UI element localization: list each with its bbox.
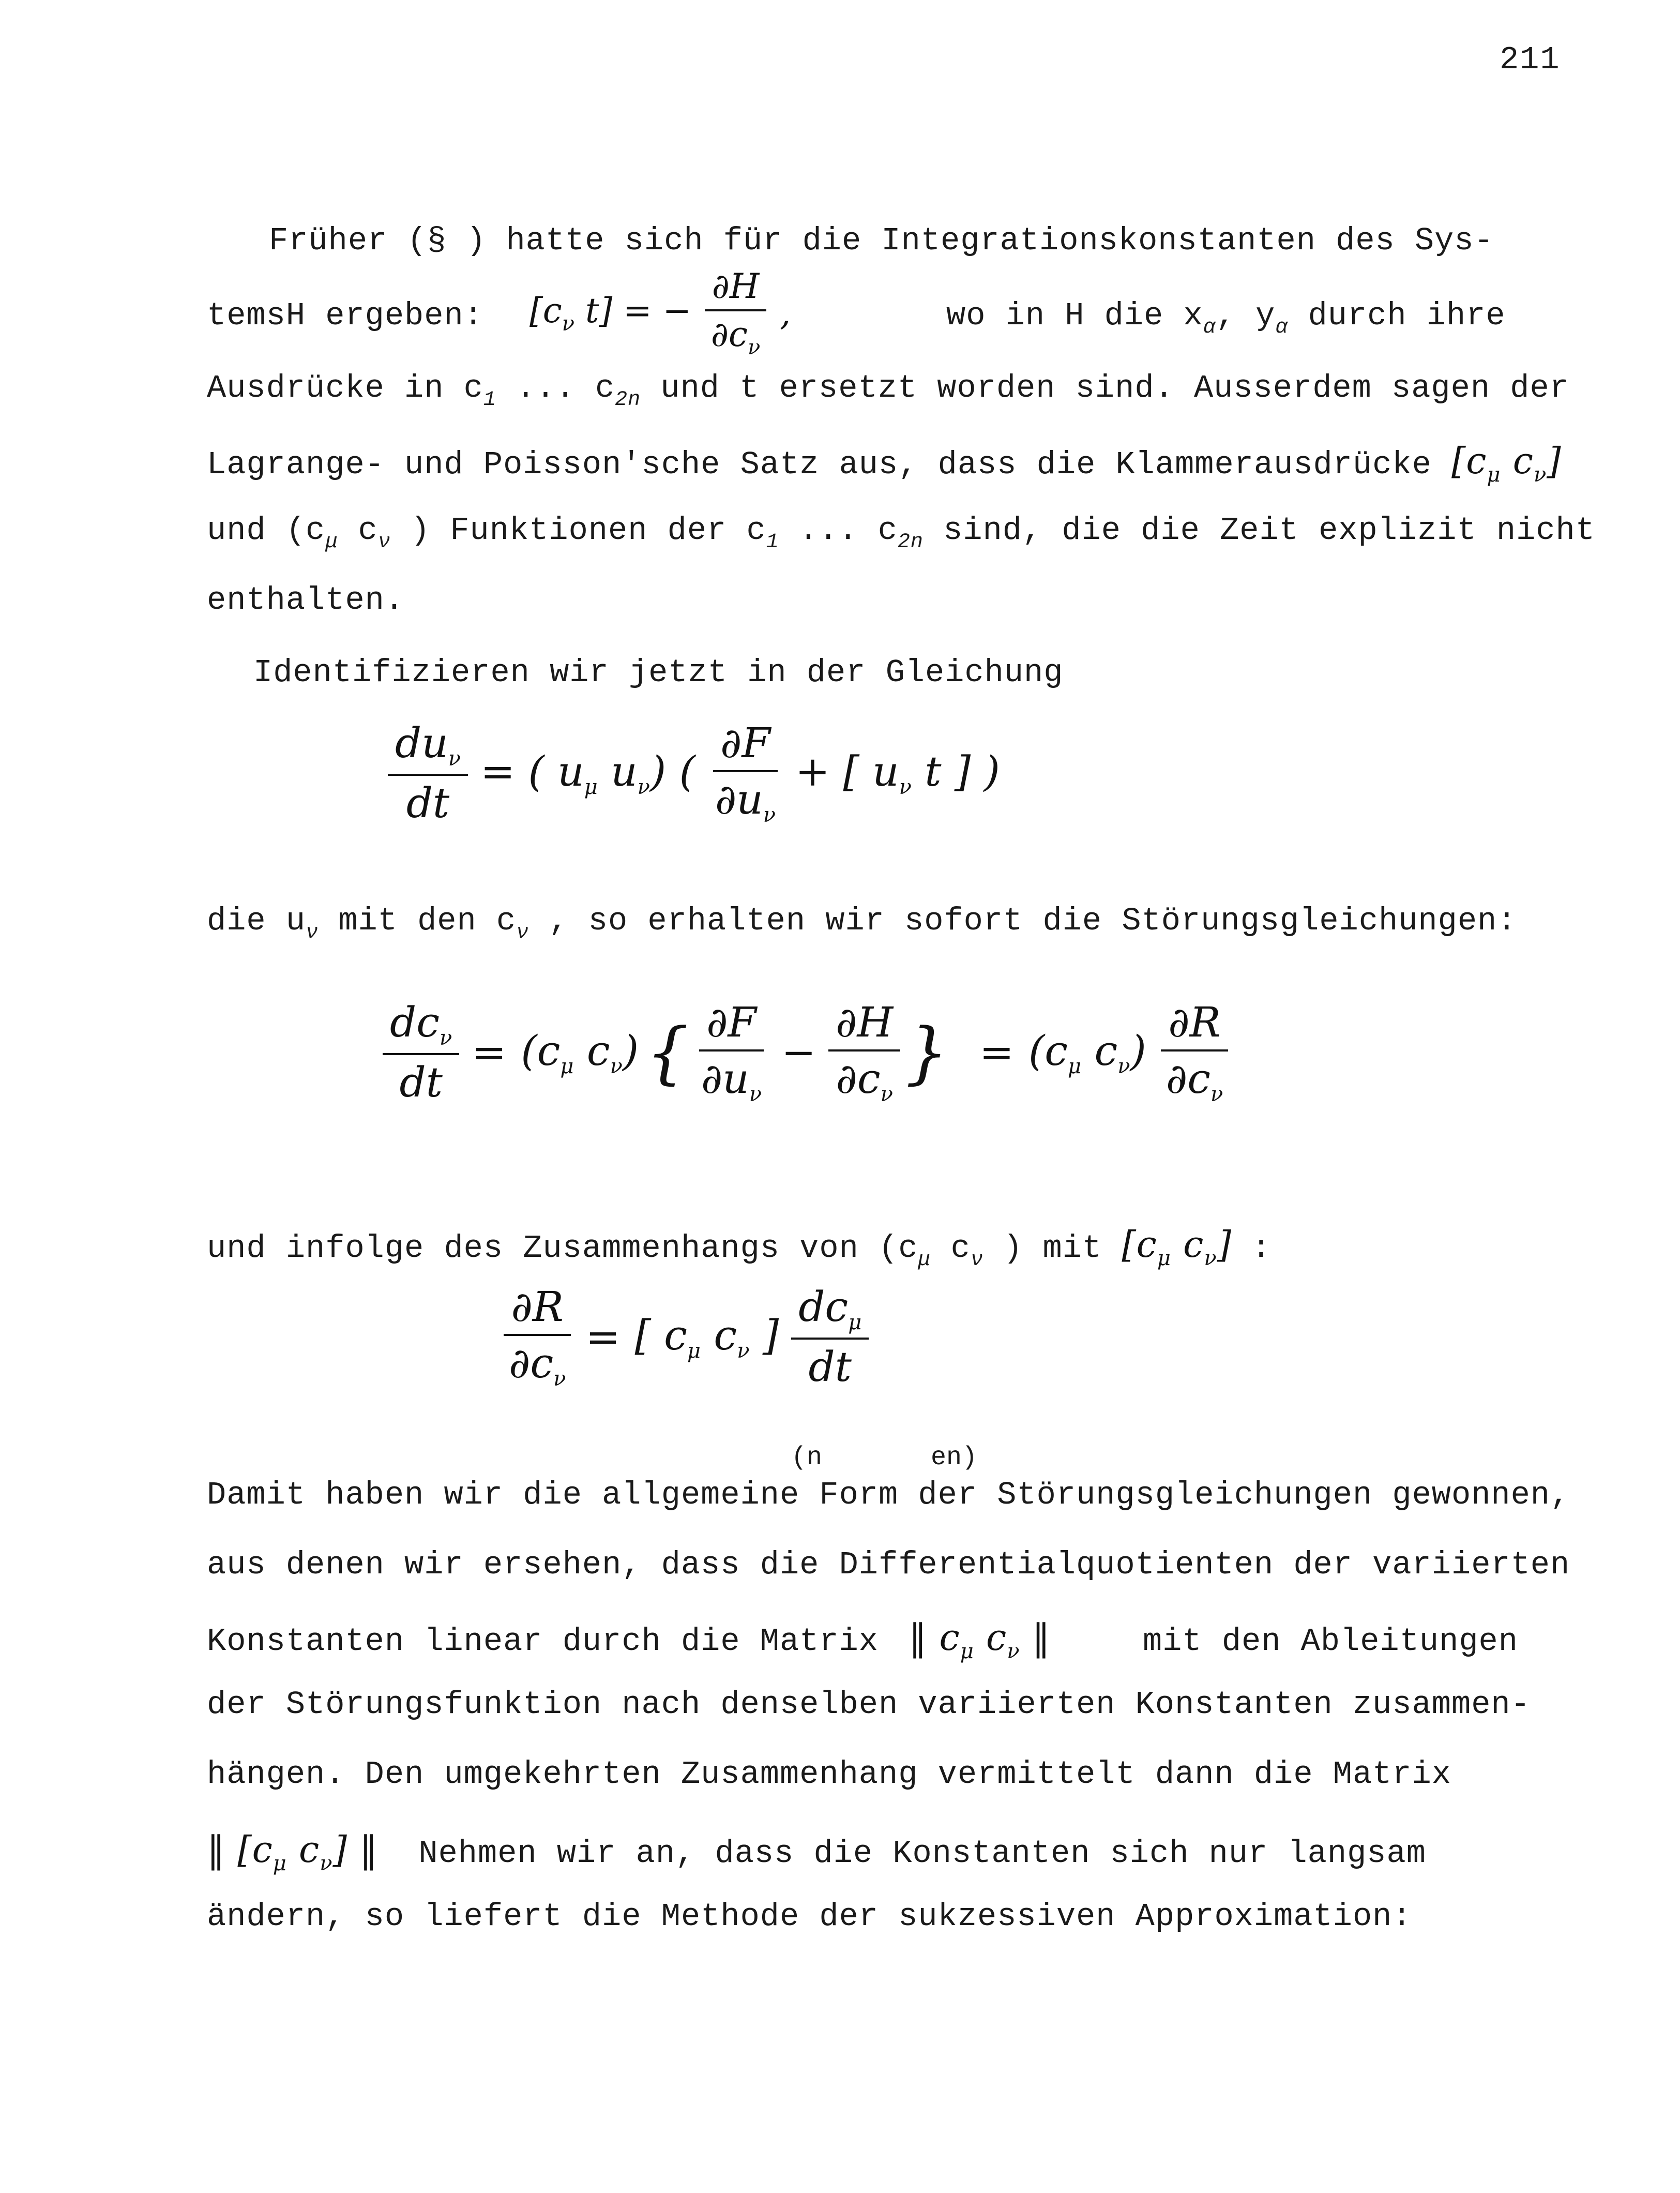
text-line-12-a: Konstanten linear durch die Matrix: [207, 1623, 879, 1660]
sub-mu: μ: [687, 1339, 701, 1363]
eq1-dF: ∂F: [713, 719, 778, 772]
eq1-du: du: [395, 719, 448, 767]
sub-mu: μ: [960, 1640, 974, 1663]
equation-2: [377, 998, 1235, 1106]
text-line-10: [207, 1477, 1570, 1513]
eq3-rhs-num: [791, 1283, 869, 1340]
eq2-brace-close: }: [905, 1013, 948, 1092]
text-line-5-a: und (c: [207, 512, 326, 549]
eq2-pair: [521, 1027, 639, 1078]
text-line-9-c: ) mit: [1003, 1230, 1102, 1267]
correction-n: (n: [791, 1443, 823, 1473]
text-line-16: [207, 1898, 1412, 1935]
eq2-dt: dt: [399, 1058, 443, 1106]
text-line-13-content: der Störungsfunktion nach denselben variierten Konstanten zusammen-: [207, 1686, 1531, 1723]
eq2-dH: ∂H: [828, 998, 900, 1052]
matrix-close: ‖: [1032, 1616, 1051, 1659]
bracket2-open-c: [c: [1122, 1223, 1157, 1266]
formula-comma: ,: [780, 293, 791, 333]
text-line-2-y: , y: [1216, 297, 1276, 334]
text-line-1: [269, 222, 1494, 259]
eq3-lhs-fraction: [502, 1283, 573, 1391]
text-line-3-a: Ausdrücke in c: [207, 370, 483, 407]
matrix2-close: ‖: [359, 1828, 379, 1871]
eq2-dF-fraction: [694, 998, 769, 1106]
bracket-cmu-cnu: [1451, 440, 1562, 487]
sub-mu: μ: [273, 1852, 287, 1875]
text-line-1-content: Früher (§ ) hatte sich für die Integrationskonstanten des Sys-: [269, 222, 1494, 259]
sub-nu: ν: [448, 747, 461, 771]
eq2-dR: ∂R: [1161, 998, 1228, 1052]
sub-nu: ν: [553, 1367, 566, 1391]
text-line-13: [207, 1686, 1531, 1723]
sub-nu: ν: [1204, 1246, 1217, 1270]
eq3-bracket-close: ]: [749, 1311, 779, 1359]
text-line-14-content: hängen. Den umgekehrten Zusammenhang vermittelt dann die Matrix: [207, 1756, 1451, 1793]
eq1-lhs-den: dt: [406, 779, 450, 827]
text-line-2-x: wo in H die x: [946, 297, 1203, 334]
text-line-3: [207, 370, 1569, 412]
formula-bracket-c: [c: [529, 290, 562, 331]
text-line-9: [207, 1223, 1271, 1272]
matrix2-bracket-close: ]: [332, 1828, 347, 1871]
eq1-du2: ∂u: [715, 775, 763, 823]
eq2-equals: =: [472, 1028, 507, 1076]
eq1-eq: = ( u: [480, 747, 584, 795]
sub-2n: 2n: [897, 531, 924, 554]
eq3-equals: =: [585, 1313, 620, 1361]
eq1-tail: [795, 747, 1000, 799]
sub-nu: ν: [747, 336, 761, 359]
text-line-5-d: ... c: [798, 512, 898, 549]
fraction-denominator: [704, 311, 767, 359]
eq3-bracket-open: [ c: [634, 1311, 687, 1359]
matrix2-open: ‖: [207, 1828, 225, 1871]
text-line-12-b: mit den Ableitungen: [1143, 1623, 1518, 1660]
eq1-t: t ] ): [912, 747, 1000, 795]
text-line-11: [207, 1546, 1570, 1583]
page-number: 211: [1500, 41, 1561, 78]
fraction-numerator: ∂H: [705, 266, 767, 311]
text-line-7-content: Identifizieren wir jetzt in der Gleichung: [253, 654, 1064, 691]
formula-bracket-t: t] = −: [585, 290, 691, 331]
text-line-9-a: und infolge des Zusammenhangs von (c: [207, 1230, 918, 1267]
text-line-9-colon: :: [1251, 1230, 1272, 1267]
text-line-2-end: [946, 297, 1506, 339]
sub-nu: ν: [1210, 1083, 1223, 1106]
text-line-5-b: c: [358, 512, 378, 549]
sub-nu: ν: [562, 311, 575, 336]
sub-mu: μ: [325, 531, 339, 554]
correction-en: en): [931, 1443, 978, 1473]
eq2-pair-close: ): [622, 1026, 639, 1075]
fraction-den-dc: ∂c: [710, 314, 748, 354]
text-line-15-b: Nehmen wir an, dass die Konstanten sich nur langsam: [418, 1835, 1426, 1872]
eq3-dc2: dc: [798, 1283, 849, 1331]
matrix-bracket-cmu-cnu: [207, 1828, 379, 1875]
eq2-dF: ∂F: [699, 998, 764, 1052]
equation-3: [496, 1283, 874, 1391]
eq2-brace-open: {: [646, 1013, 689, 1092]
sub-mu: μ: [1157, 1246, 1171, 1270]
sub-nu: ν: [320, 1852, 333, 1875]
eq1-u: u: [597, 747, 638, 795]
eq3-lhs-den: [502, 1336, 573, 1391]
inline-formula-ct: [522, 266, 798, 359]
sub-mu: μ: [918, 1249, 931, 1272]
text-line-14: [207, 1756, 1451, 1793]
text-line-4-a: Lagrange- und Poisson'sche Satz aus, dass die Klammerausdrücke: [207, 446, 1432, 483]
eq2-pair2-close: ): [1130, 1026, 1146, 1075]
eq2-dc-den: [828, 1052, 900, 1106]
sub-mu: μ: [848, 1311, 862, 1334]
bracket-cmu-cnu-2: [1122, 1223, 1232, 1270]
sub-nu: ν: [377, 531, 391, 554]
sub-mu: μ: [1487, 463, 1501, 487]
sub-one: 1: [766, 531, 779, 554]
text-line-2-tail: durch ihre: [1308, 297, 1506, 334]
sub-one: 1: [483, 388, 496, 412]
text-line-11-content: aus denen wir ersehen, dass die Differentialquotienten der variierten: [207, 1546, 1570, 1583]
matrix-c2: c: [986, 1616, 1007, 1659]
sub-nu: ν: [610, 1054, 623, 1078]
eq3-bracket: [635, 1311, 779, 1363]
text-line-2: [207, 297, 483, 334]
sub-nu: ν: [737, 1339, 750, 1363]
sub-nu: ν: [1117, 1054, 1130, 1078]
text-line-10-content: Damit haben wir die allgemeine Form der Störungsgleichungen gewonnen,: [207, 1477, 1570, 1513]
sub-nu: ν: [516, 921, 529, 944]
matrix2-c: c: [299, 1828, 320, 1871]
eq2-pair-c: c: [573, 1026, 610, 1075]
sub-mu: μ: [1068, 1054, 1082, 1078]
text-line-5-c: ) Funktionen der c: [410, 512, 766, 549]
eq3-bracket-c: c: [700, 1311, 737, 1359]
sub-alpha: α: [1203, 316, 1216, 339]
eq2-dR-fraction: [1159, 998, 1231, 1106]
sub-nu: ν: [637, 775, 650, 799]
eq1-plus: + [ u: [795, 747, 899, 795]
sub-nu: ν: [880, 1083, 893, 1106]
text-line-6: [207, 582, 404, 619]
sub-2n: 2n: [615, 388, 641, 412]
eq1-rhs-den: [708, 772, 783, 827]
sub-nu: ν: [1534, 463, 1547, 487]
sub-alpha: α: [1275, 316, 1289, 339]
eq2-pair2-open: (c: [1028, 1026, 1068, 1075]
text-line-12: [207, 1616, 1518, 1663]
eq2-lhs-fraction: [383, 998, 459, 1106]
sub-nu: ν: [970, 1249, 983, 1272]
eq2-lhs-num: [383, 998, 459, 1055]
text-line-6-content: enthalten.: [207, 582, 405, 619]
text-line-3-c: und t ersetzt worden sind. Ausserdem sagen der: [660, 370, 1569, 407]
equation-1: [383, 719, 1007, 827]
sub-nu: ν: [440, 1026, 452, 1050]
text-line-9-b: c: [950, 1230, 971, 1267]
bracket2-c: c: [1183, 1223, 1204, 1266]
eq1-lhs-fraction: [388, 719, 468, 827]
eq3-dt: dt: [808, 1343, 852, 1391]
sub-mu: μ: [584, 775, 598, 799]
bracket-c: c: [1512, 440, 1534, 482]
eq2-dc: dc: [390, 998, 440, 1046]
eq1-rhs-fraction: [708, 719, 783, 827]
eq2-du: ∂u: [701, 1055, 749, 1103]
text-line-8-b: mit den c: [338, 903, 517, 939]
eq2-dcnu: ∂c: [836, 1055, 881, 1103]
eq3-dc: ∂c: [509, 1339, 554, 1387]
text-line-7: [253, 654, 1063, 691]
eq2-pair-2: [1028, 1027, 1146, 1078]
text-line-2-start: temsH ergeben:: [207, 297, 483, 334]
text-line-8: [207, 903, 1517, 944]
sub-nu: ν: [763, 803, 776, 827]
matrix-cmu-cnu: [909, 1616, 1051, 1663]
text-line-15: [207, 1828, 1426, 1875]
eq2-dH-fraction: [828, 998, 900, 1106]
text-line-3-b: ... c: [516, 370, 615, 407]
matrix2-bracket-open: [c: [237, 1828, 273, 1871]
fraction-dH-dc: [704, 266, 767, 359]
text-line-4: [207, 440, 1562, 487]
sub-nu: ν: [899, 775, 912, 799]
eq2-dcnu2: ∂c: [1166, 1055, 1210, 1103]
text-line-5: [207, 512, 1595, 554]
eq2-dR-den: [1159, 1052, 1231, 1106]
bracket2-close: ]: [1217, 1223, 1232, 1266]
eq1-middle: [480, 747, 695, 799]
eq2-equals-2: =: [979, 1028, 1015, 1076]
matrix-open: ‖: [909, 1616, 928, 1659]
eq2-du-den: [694, 1052, 769, 1106]
eq2-pair-open: (c: [521, 1026, 561, 1075]
eq3-rhs-fraction: [791, 1283, 869, 1391]
eq2-minus: −: [781, 1028, 816, 1076]
sub-nu: ν: [306, 921, 319, 944]
bracket-open-c: [c: [1451, 440, 1487, 482]
text-line-8-c: , so erhalten wir sofort die Störungsgleichungen:: [549, 903, 1517, 939]
eq1-paren: ) (: [649, 747, 695, 795]
sub-nu: ν: [1007, 1640, 1020, 1663]
matrix-c1: c: [939, 1616, 960, 1659]
eq1-lhs-num: [388, 719, 468, 776]
text-line-5-e: sind, die die Zeit explizit nicht: [943, 512, 1595, 549]
sub-mu: μ: [560, 1054, 574, 1078]
sub-nu: ν: [749, 1083, 762, 1106]
text-line-8-a: die u: [207, 903, 306, 939]
text-line-16-content: ändern, so liefert die Methode der sukzessiven Approximation:: [207, 1898, 1412, 1935]
eq2-pair2-c: c: [1081, 1026, 1118, 1075]
bracket-close: ]: [1547, 440, 1562, 482]
eq3-dR: ∂R: [504, 1283, 571, 1336]
